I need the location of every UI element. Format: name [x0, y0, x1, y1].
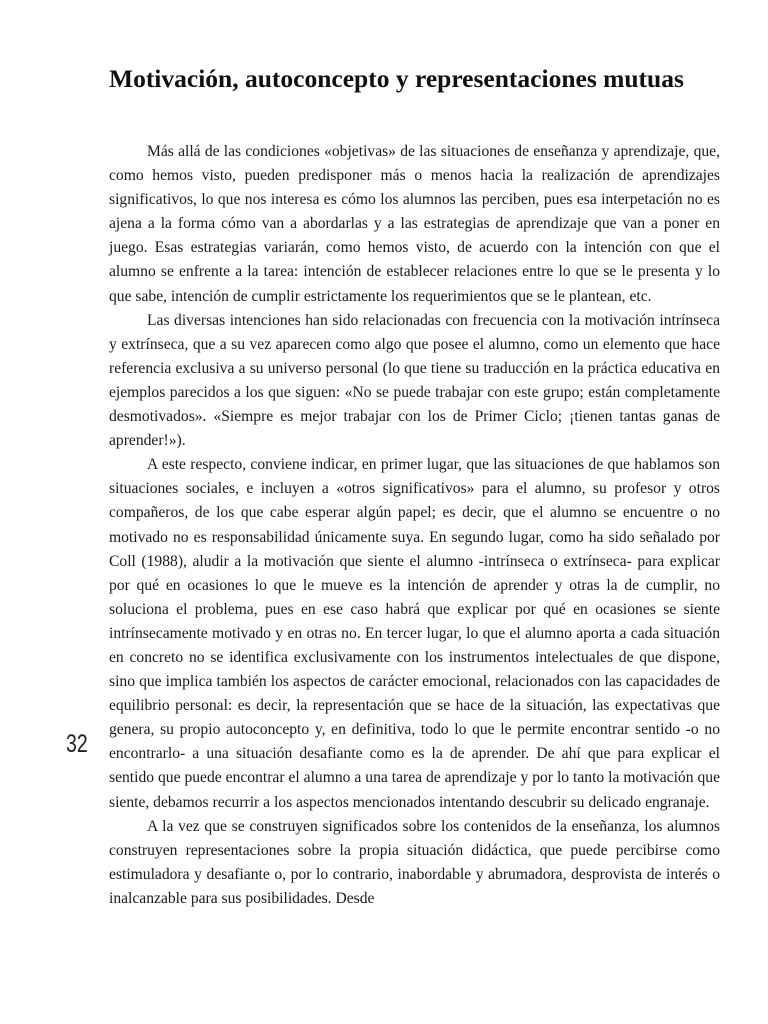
paragraph-2: Las diversas intenciones han sido relacionadas con frecuencia con la motivación intrínseca y extrínseca, que a su vez aparecen como algo que posee el alumno, como un elemento que hace referencia exclusiva a su universo personal (lo que tiene su traducción en la práctica educativa en ejemplos parecidos a los que siguen: «No se puede trabajar con este grupo; están completamente desmotivados». «Siempre es mejor trabajar con los de Primer Ciclo; ¡tienen tantas ganas de aprender!»).: [109, 311, 720, 450]
page-number: 32: [66, 730, 88, 758]
body-text: [109, 140, 720, 911]
paragraph-3: A este respecto, conviene indicar, en primer lugar, que las situaciones de que hablamos son situaciones sociales, e incluyen a «otros significativos» para el alumno, su profesor y otros compañeros, de los que cabe esperar algún papel; es decir, que el alumno se encuentre o no motivado no es responsabilidad únicamente suya. En segundo lugar, como ha sido señalado por Coll (1988), aludir a la motivación que siente el alumno -intrínseca o extrínseca- para explicar por qué en ocasiones lo que le mueve es la intención de aprender y otras la de cumplir, no soluciona el problema, pues en ese caso habrá que explicar por qué en ocasiones se siente intrínsecamente motivado y en otras no. En tercer lugar, lo que el alumno aporta a cada situación en concreto no se identifica exclusivamente con los instrumentos intelectuales de que dispone, sino que implica también los aspectos de carácter emocional, relacionados con las capacidades de equilibrio personal: es decir, la representación que se hace de la situación, las expectativas que genera, su propio autoconcepto y, en definitiva, todo lo que le permite encontrar sentido -o no encontrarlo- a una situación desafiante como es la de aprender. De ahí que para explicar el sentido que puede encontrar el alumno a una tarea de aprendizaje y por lo tanto la motivación que siente, debamos recurrir a los aspectos mencionados intentando descubrir su delicado engranaje.: [109, 456, 720, 811]
section-title: Motivación, autoconcepto y representaciones mutuas: [109, 64, 684, 93]
paragraph-4: A la vez que se construyen significados sobre los contenidos de la enseñanza, los alumnos construyen representaciones sobre la propia situación didáctica, que puede percibirse como estimuladora y desafiante o, por lo contrario, inabordable y abrumadora, desprovista de interés o inalcanzable para sus posibilidades. Desde: [109, 817, 720, 907]
paragraph-1: Más allá de las condiciones «objetivas» de las situaciones de enseñanza y aprendizaje, que, como hemos visto, pueden predisponer más o menos hacia la realización de aprendizajes significativos, lo que nos interesa es cómo los alumnos las perciben, pues esa interpetación no es ajena a la forma cómo van a abordarlas y a las estrategias de aprendizaje que van a poner en juego. Esas estrategias variarán, como hemos visto, de acuerdo con la intención con que el alumno se enfrente a la tarea: intención de establecer relaciones entre lo que se le presenta y lo que sabe, intención de cumplir estrictamente los requerimientos que se le plantean, etc.: [109, 143, 720, 305]
